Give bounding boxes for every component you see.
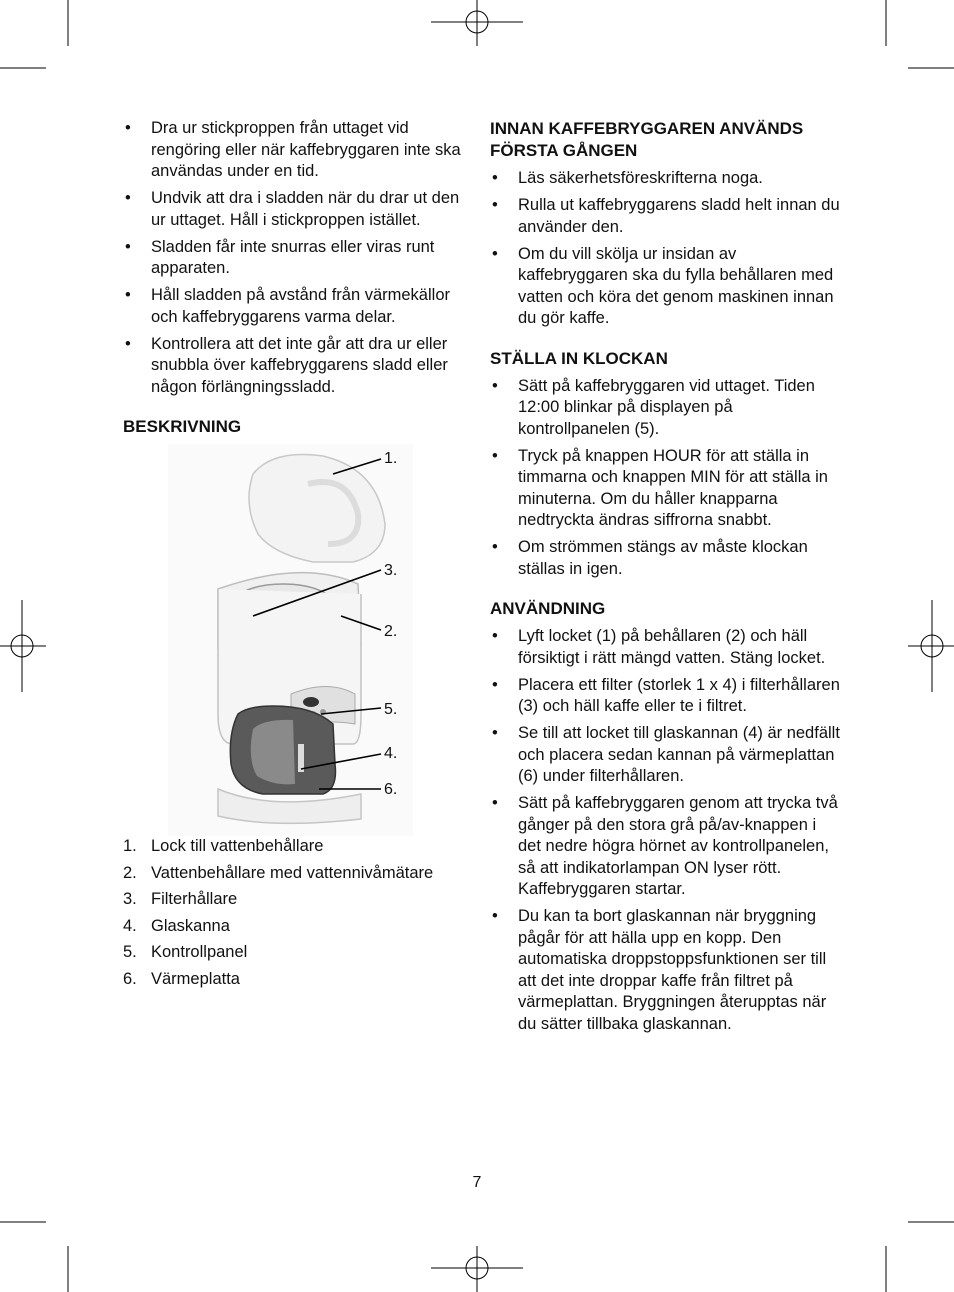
list-item: • Kontrollera att det inte går att dra ur eller snubbla över kaffebryggarens sladd eller någon förlängningssladd. bbox=[123, 334, 468, 399]
item-number: 4. bbox=[123, 916, 137, 935]
list-item: • Du kan ta bort glaskannan när bryggning pågår för att hälla upp en kopp. Den automatiska droppstoppsfunktionen ser till att det inte droppar kaffe från filtret på värmeplattan. Bryggningen återupptas när du sätter tillbaka glaskannan. bbox=[490, 906, 840, 1035]
list-item bbox=[123, 942, 468, 964]
left-column bbox=[123, 118, 468, 995]
safety-list bbox=[123, 118, 468, 398]
callout-label: 6. bbox=[384, 781, 398, 798]
callout-label: 5. bbox=[384, 701, 398, 718]
list-item bbox=[123, 863, 468, 885]
list-item: • Se till att locket till glaskannan (4) är nedfällt och placera sedan kannan på värmeplattan (6) under filterhållaren. bbox=[490, 723, 840, 788]
item-text: Glaskanna bbox=[151, 916, 230, 935]
clock-list bbox=[490, 376, 840, 581]
section-heading-usage: ANVÄNDNING bbox=[490, 599, 606, 618]
list-item: • Tryck på knappen HOUR för att ställa in timmarna och knappen MIN för att ställa in minuterna. Om du håller knapparna nedtryckta ändras siffrorna snabbt. bbox=[490, 446, 840, 532]
list-item: • Lyft locket (1) på behållaren (2) och häll försiktigt i rätt mängd vatten. Stäng locket. bbox=[490, 626, 840, 669]
list-item: • Sätt på kaffebryggaren vid uttaget. Tiden 12:00 blinkar på displayen på kontrollpanelen (5). bbox=[490, 376, 840, 441]
list-item: • Sätt på kaffebryggaren genom att trycka två gånger på den stora grå på/av-knappen i det nedre högra hörnet av kontrollpanelen, så att indikatorlampan ON lyser rött. Kaffebryggaren startar. bbox=[490, 793, 840, 901]
item-number: 1. bbox=[123, 837, 137, 855]
list-item: • Dra ur stickproppen från uttaget vid rengöring eller när kaffebryggaren inte ska användas under en tid. bbox=[123, 118, 468, 183]
coffee-maker-illustration bbox=[123, 444, 413, 836]
list-item bbox=[123, 916, 468, 938]
callout-label: 4. bbox=[384, 745, 398, 762]
item-number: 6. bbox=[123, 969, 137, 988]
item-text: Vattenbehållare med vattennivåmätare bbox=[151, 863, 434, 882]
list-item bbox=[123, 889, 468, 911]
list-item: • Om du vill skölja ur insidan av kaffebryggaren ska du fylla behållaren med vatten och köra det genom maskinen innan du gör kaffe. bbox=[490, 244, 840, 330]
section-heading-clock: STÄLLA IN KLOCKAN bbox=[490, 348, 668, 368]
item-text: Filterhållare bbox=[151, 890, 238, 908]
list-item: • Undvik att dra i sladden när du drar ut den ur uttaget. Håll i stickproppen istället. bbox=[123, 188, 468, 231]
first-use-list bbox=[490, 168, 840, 330]
usage-list bbox=[490, 626, 840, 1035]
section-heading-first-use: INNAN KAFFEBRYGGAREN ANVÄNDS FÖRSTA GÅNGEN bbox=[490, 119, 804, 160]
list-item bbox=[123, 836, 468, 858]
item-number: 5. bbox=[123, 943, 137, 961]
list-item bbox=[123, 969, 468, 991]
item-text: Lock till vattenbehållare bbox=[151, 837, 324, 855]
item-number: 2. bbox=[123, 863, 137, 882]
section-heading-beskrivning: BESKRIVNING bbox=[123, 417, 242, 436]
item-text: Värmeplatta bbox=[151, 969, 240, 988]
callout-label: 1. bbox=[384, 450, 398, 467]
list-item: • Läs säkerhetsföreskrifterna noga. bbox=[490, 168, 840, 190]
item-text: Kontrollpanel bbox=[151, 943, 248, 961]
list-item: • Rulla ut kaffebryggarens sladd helt innan du använder den. bbox=[490, 195, 840, 238]
parts-list bbox=[123, 836, 468, 990]
list-item: • Håll sladden på avstånd från värmekällor och kaffebryggarens varma delar. bbox=[123, 285, 468, 328]
coffee-maker-drawing bbox=[123, 444, 413, 836]
callout-label: 2. bbox=[384, 623, 398, 640]
right-column bbox=[490, 118, 840, 1041]
list-item: • Sladden får inte snurras eller viras runt apparaten. bbox=[123, 237, 468, 280]
callout-label: 3. bbox=[384, 562, 398, 579]
page-number: 7 bbox=[472, 1174, 482, 1191]
list-item: • Placera ett filter (storlek 1 x 4) i filterhållaren (3) och häll kaffe eller te i filtret. bbox=[490, 675, 840, 718]
list-item: • Om strömmen stängs av måste klockan ställas in igen. bbox=[490, 537, 840, 580]
item-number: 3. bbox=[123, 890, 137, 908]
